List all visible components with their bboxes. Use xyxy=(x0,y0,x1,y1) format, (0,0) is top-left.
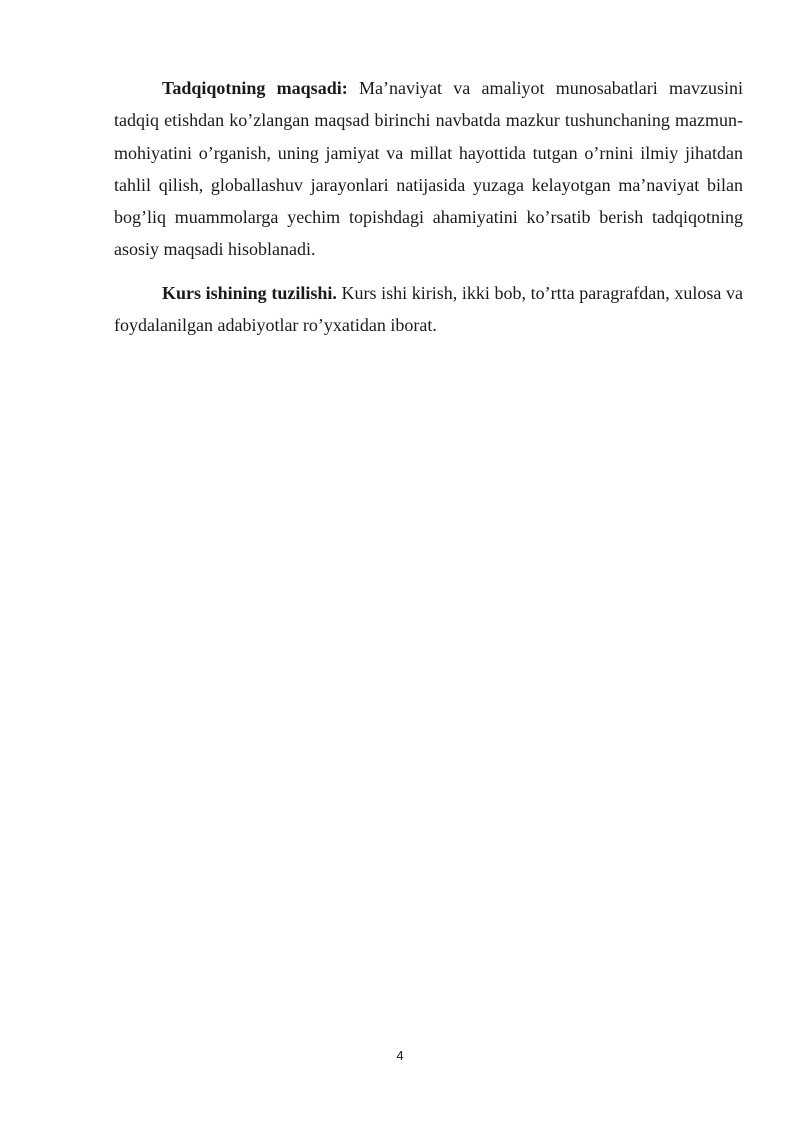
paragraph-text: Ma’naviyat va amaliyot munosabatlari mavzusini tadqiq etishdan ko’zlangan maqsad birinchi navbatda mazkur tushunchaning mazmun-mohiyatini o’rganish, uning jamiyat va millat hayottida tutgan o’rnini ilmiy jihatdan tahlil qilish, globallashuv jarayonlari natijasida yuzaga kelayotgan ma’naviyat bilan bog’liq muammolarga yechim topishdagi ahamiyatini ko’rsatib berish tadqiqotning asosiy maqsadi hisoblanadi. xyxy=(114,78,743,260)
paragraph-research-goal xyxy=(114,72,743,266)
page-number: 4 xyxy=(396,1048,404,1063)
paragraph-heading: Tadqiqotning maqsadi: xyxy=(162,78,348,98)
page-body xyxy=(114,72,743,341)
paragraph-heading: Kurs ishining tuzilishi. xyxy=(162,282,337,303)
paragraph-text: Kurs ishi kirish, ikki bob, to’rtta paragrafdan, xulosa va foydalanilgan adabiyotlar ro’yxatidan iborat. xyxy=(114,282,743,336)
paragraph-course-structure xyxy=(114,277,743,342)
